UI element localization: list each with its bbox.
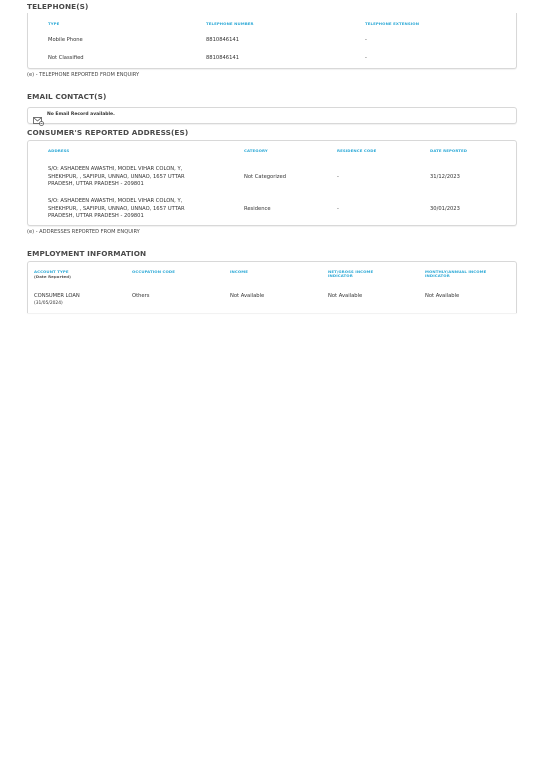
- telephones-header-type: TYPE: [48, 21, 60, 26]
- employment-header-monthly-2: INDICATOR: [425, 273, 450, 278]
- addresses-header-date-reported: DATE REPORTED: [430, 148, 468, 153]
- employment-net-gross: Not Available: [328, 293, 363, 299]
- telephone-row-1-number: 8810846141: [206, 37, 240, 43]
- employment-monthly: Not Available: [425, 293, 460, 299]
- telephone-row-1-extension: -: [365, 37, 367, 43]
- telephones-title: TELEPHONE(S): [27, 2, 89, 11]
- addresses-header-category: CATEGORY: [244, 148, 268, 153]
- address-row-2-category: Residence: [244, 206, 271, 212]
- email-title: EMAIL CONTACT(S): [27, 92, 107, 101]
- address-row-1-line-1: S/O: ASHADEEN AWASTHI, MODEL VIHAR COLON, Y,: [48, 166, 183, 172]
- employment-header-net-gross-1: NET/GROSS INCOME: [328, 269, 374, 274]
- employment-table: [27, 261, 517, 313]
- telephones-table: [27, 13, 517, 69]
- employment-header-occupation: OCCUPATION CODE: [132, 269, 175, 274]
- address-row-2-line-3: PRADESH, UTTAR PRADESH - 209801: [48, 213, 144, 220]
- email-box: [27, 107, 517, 124]
- telephone-row-1-type: Mobile Phone: [48, 37, 83, 43]
- telephones-note: (e) - TELEPHONE REPORTED FROM ENQUIRY: [27, 72, 140, 78]
- employment-title: EMPLOYMENT INFORMATION: [27, 249, 147, 258]
- addresses-table: [27, 140, 517, 226]
- address-row-2-line-2: SHEKHPUR, , SAFIPUR, UNNAO, UNNAO, 1657 UTTAR: [48, 205, 185, 212]
- address-row-1-residence-code: -: [337, 174, 339, 180]
- address-row-1-line-2: SHEKHPUR, , SAFIPUR, UNNAO, UNNAO, 1657 UTTAR: [48, 173, 185, 180]
- telephones-header-extension: TELEPHONE EXTENSION: [365, 21, 420, 26]
- employment-header-account-type-sub: (Date Reported): [34, 274, 72, 279]
- telephone-row-2-type: Not Classified: [48, 55, 84, 61]
- employment-occupation: Others: [132, 293, 150, 299]
- employment-income: Not Available: [230, 293, 265, 299]
- employment-header-income: INCOME: [230, 269, 248, 274]
- addresses-header-residence-code: RESIDENCE CODE: [337, 148, 377, 153]
- address-row-1-category: Not Categorized: [244, 174, 287, 180]
- telephone-row-2-extension: -: [365, 55, 367, 61]
- email-icon: [33, 111, 44, 121]
- address-row-1-line-3: PRADESH, UTTAR PRADESH - 209801: [48, 181, 144, 188]
- employment-account-type: CONSUMER LOAN: [34, 293, 80, 299]
- employment-header-account-type: ACCOUNT TYPE: [34, 269, 69, 274]
- telephones-header-number: TELEPHONE NUMBER: [206, 21, 254, 26]
- employment-date-reported: (31/05/2024): [34, 301, 63, 306]
- employment-header-monthly-1: MONTHLY/ANNUAL INCOME: [425, 269, 487, 274]
- telephone-row-2-number: 8810846141: [206, 55, 240, 61]
- addresses-title: CONSUMER'S REPORTED ADDRESS(ES): [27, 128, 189, 137]
- addresses-note: (e) - ADDRESSES REPORTED FROM ENQUIRY: [27, 229, 140, 235]
- addresses-header-address: ADDRESS: [48, 148, 70, 153]
- email-empty-text: No Email Record available.: [47, 112, 115, 117]
- address-row-1-date: 31/12/2023: [430, 174, 460, 180]
- employment-header-net-gross-2: INDICATOR: [328, 273, 353, 278]
- address-row-2-line-1: S/O: ASHADEEN AWASTHI, MODEL VIHAR COLON, Y,: [48, 198, 183, 204]
- address-row-2-date: 30/01/2023: [430, 206, 460, 212]
- address-row-2-residence-code: -: [337, 206, 339, 212]
